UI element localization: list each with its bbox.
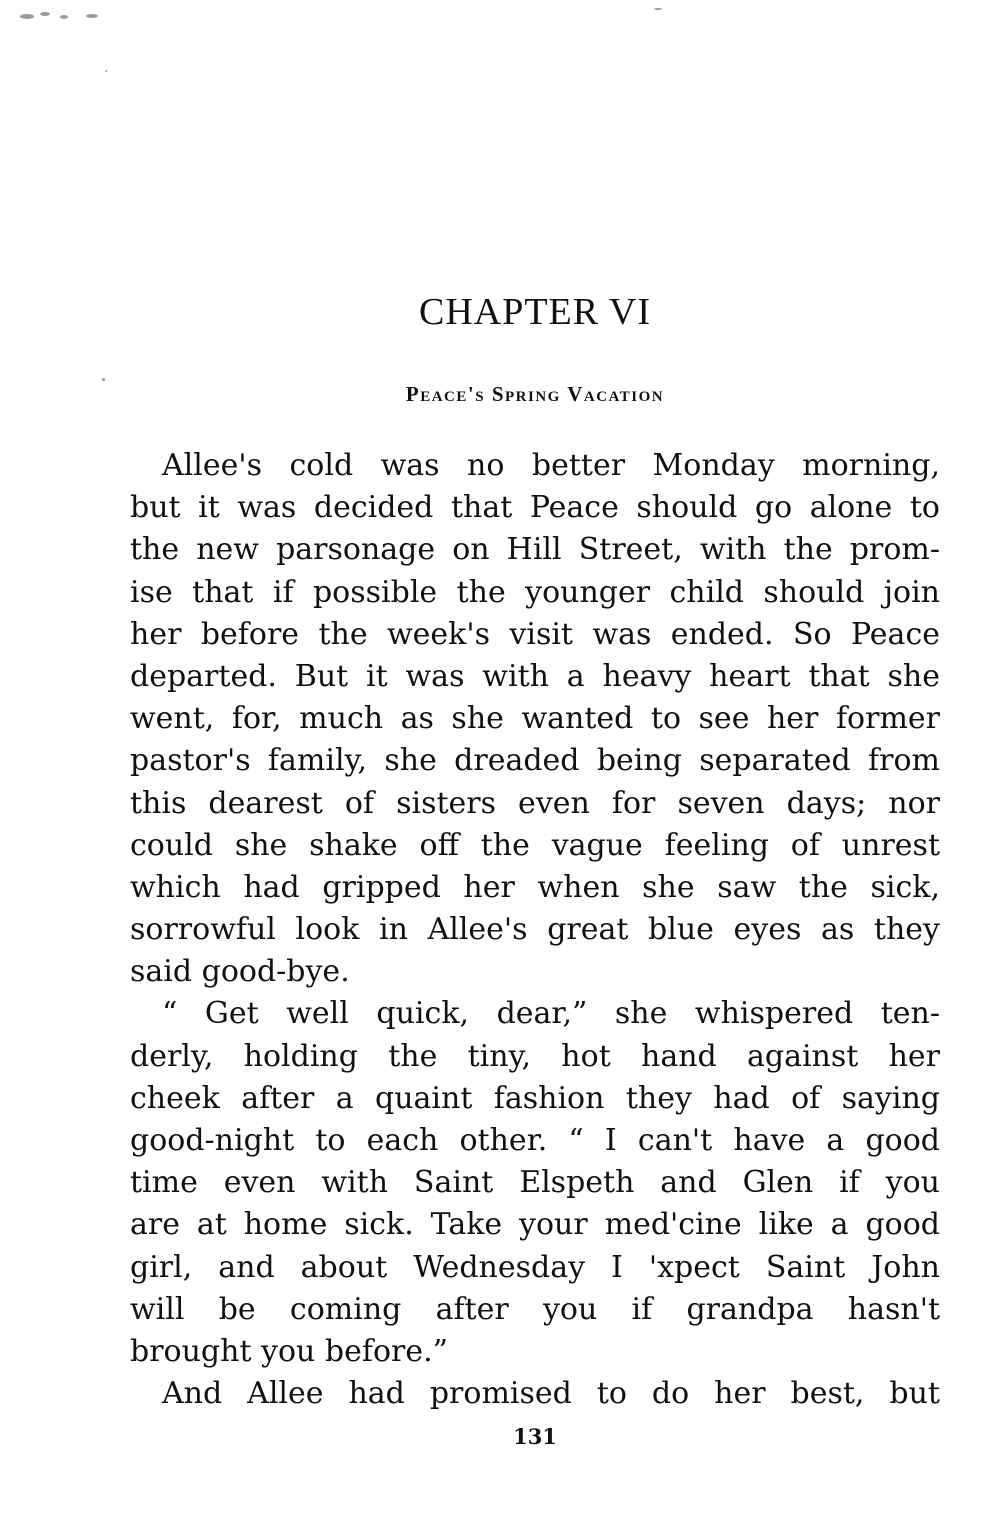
text-line: the new parsonage on Hill Street, with the prom- [130,532,940,568]
text-line: are at home sick. Take your med'cine like a good [130,1207,940,1243]
text-line: time even with Saint Elspeth and Glen if you [130,1165,940,1201]
text-line: ise that if possible the younger child should join [130,574,940,610]
scan-speck [40,12,50,16]
text-line: derly, holding the tiny, hot hand against her [130,1038,940,1074]
scan-speck [60,15,68,19]
chapter-subtitle: Peace's Spring Vacation [405,382,665,406]
page-number: 131 [513,1424,557,1449]
text-line: sorrowful look in Allee's great blue eyes as they [130,912,940,948]
text-line: And Allee had promised to do her best, but [162,1376,940,1412]
scan-speck [20,14,34,19]
text-line: said good-bye. [130,954,350,990]
text-line: will be coming after you if grandpa hasn't [130,1291,940,1327]
text-line: went, for, much as she wanted to see her former [130,701,940,737]
text-line: her before the week's visit was ended. So Peace [130,616,940,652]
text-line: brought you before.” [130,1333,449,1369]
scan-speck [86,14,98,18]
text-line: this dearest of sisters even for seven days; nor [130,785,940,821]
text-line: “ Get well quick, dear,” she whispered ten- [162,996,940,1032]
text-line: but it was decided that Peace should go alone to [130,490,940,526]
scan-speck [105,70,107,72]
scan-speck [102,378,105,381]
scan-speck [654,8,662,10]
text-line: good-night to each other. “ I can't have a good [130,1123,940,1158]
text-line: girl, and about Wednesday I 'xpect Saint John [130,1249,940,1285]
text-line: pastor's family, she dreaded being separated from [130,743,940,779]
text-line: could she shake off the vague feeling of unrest [130,827,940,863]
text-line: which had gripped her when she saw the sick, [130,869,940,905]
text-line: cheek after a quaint fashion they had of saying [130,1080,940,1116]
text-line: departed. But it was with a heavy heart that she [130,658,940,694]
body-text [130,445,940,1415]
chapter-heading: CHAPTER VI [418,291,652,333]
text-line: Allee's cold was no better Monday morning, [162,448,940,483]
